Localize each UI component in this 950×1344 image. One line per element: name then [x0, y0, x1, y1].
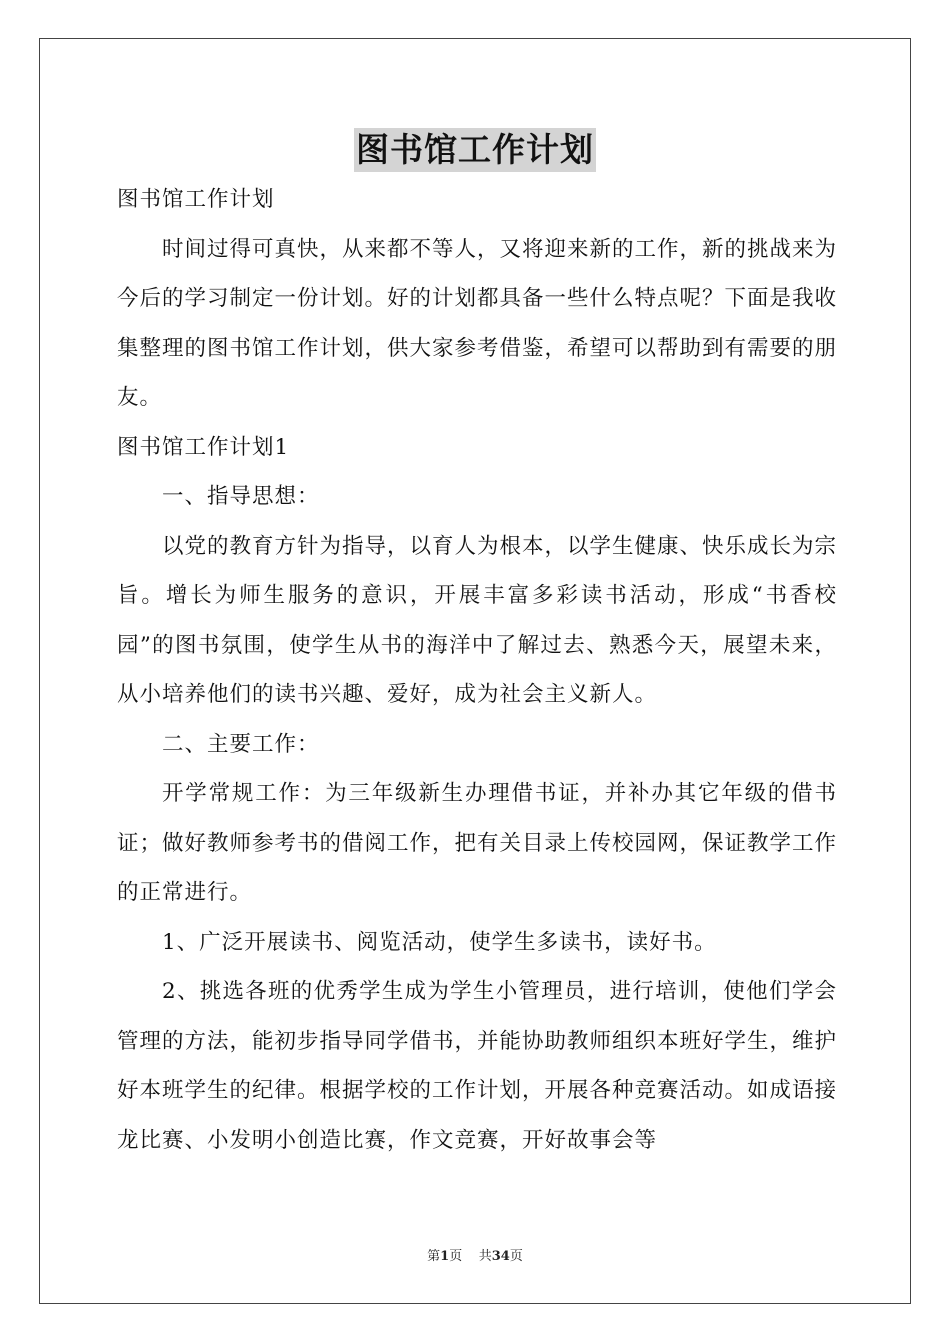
document-body [117, 175, 837, 1165]
paragraph-intro: 时间过得可真快，从来都不等人，又将迎来新的工作，新的挑战来为今后的学习制定一份计划。好的计划都具备一些什么特点呢？下面是我收集整理的图书馆工作计划，供大家参考借鉴，希望可以帮助到有需要的朋友。 [117, 236, 838, 410]
paragraph-subtitle: 图书馆工作计划 [117, 187, 275, 212]
paragraph-item-2: 2、挑选各班的优秀学生成为学生小管理员，进行培训，使他们学会管理的方法，能初步指导同学借书，并能协助教师组织本班好学生，维护好本班学生的纪律。根据学校的工作计划，开展各种竞赛活动。如成语接龙比赛、小发明小创造比赛，作文竞赛，开好故事会等 [117, 979, 838, 1153]
page-suffix: 页 [449, 1249, 463, 1264]
total-suffix: 页 [509, 1249, 523, 1264]
paragraph-item-1: 1、广泛开展读书、阅览活动，使学生多读书，读好书。 [162, 929, 717, 955]
page-prefix: 第 [427, 1249, 441, 1264]
total-prefix: 共 [478, 1249, 492, 1264]
paragraph-section-heading: 图书馆工作计划1 [117, 434, 290, 460]
paragraph-heading-guidance: 一、指导思想： [162, 484, 320, 509]
total-pages: 34 [491, 1249, 510, 1264]
paragraph-routine-work: 开学常规工作：为三年级新生办理借书证，并补办其它年级的借书证；做好教师参考书的借阅工作，把有关目录上传校园网，保证教学工作的正常进行。 [117, 781, 838, 905]
document-title: 图书馆工作计划 [354, 128, 596, 172]
paragraph-guidance: 以党的教育方针为指导，以育人为根本，以学生健康、快乐成长为宗旨。增长为师生服务的意识，开展丰富多彩读书活动，形成“书香校园”的图书氛围，使学生从书的海洋中了解过去、熟悉今天，展望未来，从小培养他们的读书兴趣、爱好，成为社会主义新人。 [117, 533, 838, 707]
page-footer [0, 1245, 950, 1264]
paragraph-heading-main-work: 二、主要工作： [162, 731, 320, 757]
title-container [0, 128, 950, 172]
page-number: 1 [440, 1249, 450, 1264]
